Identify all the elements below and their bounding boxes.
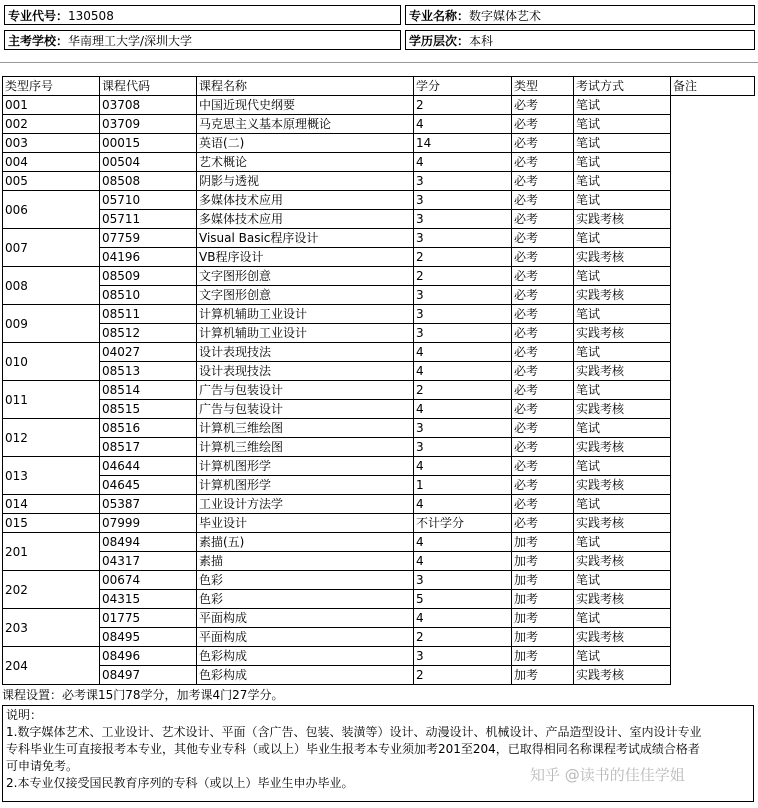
- course-code-cell: 08495: [100, 628, 197, 647]
- course-type-cell: 必考: [512, 438, 574, 457]
- watermark: 知乎 @读书的佳佳学姐: [530, 766, 685, 784]
- course-exam-cell: 实践考核: [574, 438, 671, 457]
- course-name-cell: 广告与包装设计: [197, 381, 414, 400]
- course-credit-cell: 不计学分: [414, 514, 512, 533]
- table-row: [3, 571, 755, 590]
- course-credit-cell: 2: [414, 628, 512, 647]
- course-credit-cell: 4: [414, 533, 512, 552]
- course-type-cell: 加考: [512, 609, 574, 628]
- column-header: 考试方式: [574, 77, 671, 96]
- course-exam-cell: 实践考核: [574, 590, 671, 609]
- course-exam-cell: 实践考核: [574, 210, 671, 229]
- course-code-cell: 08496: [100, 647, 197, 666]
- column-header: 课程代码: [100, 77, 197, 96]
- course-code-cell: 05387: [100, 495, 197, 514]
- course-name-cell: 文字图形创意: [197, 286, 414, 305]
- course-code-cell: 07759: [100, 229, 197, 248]
- course-credit-cell: 3: [414, 438, 512, 457]
- table-row: [3, 324, 755, 343]
- course-code-cell: 08509: [100, 267, 197, 286]
- table-row: [3, 115, 755, 134]
- course-exam-cell: 笔试: [574, 533, 671, 552]
- table-row: [3, 514, 755, 533]
- table-row: [3, 210, 755, 229]
- course-type-cell: 必考: [512, 191, 574, 210]
- course-credit-cell: 3: [414, 286, 512, 305]
- course-type-cell: 必考: [512, 343, 574, 362]
- course-name-cell: VB程序设计: [197, 248, 414, 267]
- course-exam-cell: 实践考核: [574, 552, 671, 571]
- course-exam-cell: 实践考核: [574, 362, 671, 381]
- group-number-cell: 006: [3, 191, 100, 229]
- column-header: 课程名称: [197, 77, 414, 96]
- course-name-cell: 素描(五): [197, 533, 414, 552]
- group-number-cell: 015: [3, 514, 100, 533]
- course-exam-cell: 笔试: [574, 495, 671, 514]
- note-line: 2.本专业仅接受国民教育序列的专科（或以上）毕业生申办毕业。: [6, 776, 354, 790]
- course-credit-cell: 3: [414, 647, 512, 666]
- course-credit-cell: 1: [414, 476, 512, 495]
- course-name-cell: 平面构成: [197, 609, 414, 628]
- course-code-cell: 00015: [100, 134, 197, 153]
- course-type-cell: 加考: [512, 533, 574, 552]
- column-header: 学分: [414, 77, 512, 96]
- table-row: [3, 305, 755, 324]
- course-exam-cell: 笔试: [574, 267, 671, 286]
- course-exam-cell: 实践考核: [574, 248, 671, 267]
- course-code-cell: 08514: [100, 381, 197, 400]
- course-credit-cell: 3: [414, 324, 512, 343]
- course-name-cell: 素描: [197, 552, 414, 571]
- group-number-cell: 001: [3, 96, 100, 115]
- course-name-cell: 多媒体技术应用: [197, 210, 414, 229]
- level-value: 本科: [469, 34, 494, 48]
- group-number-cell: 003: [3, 134, 100, 153]
- course-credit-cell: 2: [414, 248, 512, 267]
- course-type-cell: 必考: [512, 305, 574, 324]
- major-code-value: 130508: [68, 9, 114, 23]
- group-number-cell: 007: [3, 229, 100, 267]
- course-credit-cell: 14: [414, 134, 512, 153]
- course-code-cell: 04645: [100, 476, 197, 495]
- table-row: [3, 229, 755, 248]
- course-exam-cell: 笔试: [574, 419, 671, 438]
- group-number-cell: 203: [3, 609, 100, 647]
- table-row: [3, 248, 755, 267]
- course-type-cell: 必考: [512, 134, 574, 153]
- course-code-cell: 08512: [100, 324, 197, 343]
- course-name-cell: 计算机三维绘图: [197, 438, 414, 457]
- note-line: 专科毕业生可直接报考本专业，其他专业专科（或以上）毕业生报考本专业须加考201至204，已取得相同名称课程考试成绩合格者: [6, 742, 700, 756]
- course-credit-cell: 2: [414, 267, 512, 286]
- course-exam-cell: 笔试: [574, 191, 671, 210]
- school-label: 主考学校：: [8, 34, 69, 48]
- course-type-cell: 必考: [512, 229, 574, 248]
- course-exam-cell: 笔试: [574, 115, 671, 134]
- group-number-cell: 012: [3, 419, 100, 457]
- course-type-cell: 必考: [512, 457, 574, 476]
- course-exam-cell: 笔试: [574, 457, 671, 476]
- course-type-cell: 必考: [512, 476, 574, 495]
- course-name-cell: 毕业设计: [197, 514, 414, 533]
- course-type-cell: 加考: [512, 571, 574, 590]
- course-credit-cell: 4: [414, 552, 512, 571]
- group-number-cell: 010: [3, 343, 100, 381]
- group-number-cell: 005: [3, 172, 100, 191]
- course-credit-cell: 4: [414, 400, 512, 419]
- course-exam-cell: 实践考核: [574, 476, 671, 495]
- course-code-cell: 04315: [100, 590, 197, 609]
- notes-title: 说明：: [6, 708, 43, 722]
- major-code-label: 专业代号：: [8, 9, 69, 23]
- course-name-cell: 阴影与透视: [197, 172, 414, 191]
- table-row: [3, 286, 755, 305]
- table-row: [3, 343, 755, 362]
- course-type-cell: 加考: [512, 666, 574, 685]
- table-row: [3, 153, 755, 172]
- course-exam-cell: 笔试: [574, 647, 671, 666]
- course-type-cell: 必考: [512, 153, 574, 172]
- course-code-cell: 00674: [100, 571, 197, 590]
- table-row: [3, 362, 755, 381]
- course-type-cell: 必考: [512, 248, 574, 267]
- table-row: [3, 590, 755, 609]
- course-name-cell: 色彩: [197, 571, 414, 590]
- course-exam-cell: 笔试: [574, 381, 671, 400]
- course-type-cell: 加考: [512, 590, 574, 609]
- course-type-cell: 必考: [512, 96, 574, 115]
- level-box: [405, 30, 755, 50]
- course-credit-cell: 4: [414, 115, 512, 134]
- table-row: [3, 457, 755, 476]
- course-credit-cell: 3: [414, 305, 512, 324]
- group-number-cell: 202: [3, 571, 100, 609]
- course-credit-cell: 5: [414, 590, 512, 609]
- course-type-cell: 必考: [512, 362, 574, 381]
- course-name-cell: 英语(二): [197, 134, 414, 153]
- table-row: [3, 495, 755, 514]
- course-exam-cell: 笔试: [574, 96, 671, 115]
- course-credit-cell: 2: [414, 666, 512, 685]
- level-label: 学历层次：: [409, 34, 470, 48]
- course-code-cell: 08517: [100, 438, 197, 457]
- course-name-cell: 马克思主义基本原理概论: [197, 115, 414, 134]
- course-credit-cell: 4: [414, 153, 512, 172]
- table-row: [3, 628, 755, 647]
- course-code-cell: 05710: [100, 191, 197, 210]
- course-code-cell: 03709: [100, 115, 197, 134]
- table-row: [3, 400, 755, 419]
- course-code-cell: 08494: [100, 533, 197, 552]
- course-type-cell: 必考: [512, 210, 574, 229]
- course-name-cell: 工业设计方法学: [197, 495, 414, 514]
- course-credit-cell: 4: [414, 609, 512, 628]
- column-header: 备注: [671, 77, 755, 96]
- course-code-cell: 00504: [100, 153, 197, 172]
- course-credit-cell: 2: [414, 96, 512, 115]
- course-type-cell: 必考: [512, 115, 574, 134]
- course-credit-cell: 4: [414, 495, 512, 514]
- course-table: [2, 76, 755, 685]
- course-exam-cell: 笔试: [574, 172, 671, 191]
- course-code-cell: 07999: [100, 514, 197, 533]
- course-exam-cell: 笔试: [574, 229, 671, 248]
- course-credit-cell: 3: [414, 210, 512, 229]
- course-name-cell: 计算机辅助工业设计: [197, 324, 414, 343]
- course-name-cell: 设计表现技法: [197, 343, 414, 362]
- major-code-box: [4, 5, 401, 25]
- course-name-cell: 设计表现技法: [197, 362, 414, 381]
- major-name-label: 专业名称：: [409, 9, 470, 23]
- note-line: 1.数字媒体艺术、工业设计、艺术设计、平面（含广告、包装、装潢等）设计、动漫设计、机械设计、产品造型设计、室内设计专业: [6, 725, 702, 739]
- course-exam-cell: 实践考核: [574, 324, 671, 343]
- group-number-cell: 004: [3, 153, 100, 172]
- course-credit-cell: 4: [414, 362, 512, 381]
- course-type-cell: 必考: [512, 172, 574, 191]
- course-name-cell: 计算机图形学: [197, 457, 414, 476]
- course-name-cell: 广告与包装设计: [197, 400, 414, 419]
- course-code-cell: 04317: [100, 552, 197, 571]
- course-exam-cell: 笔试: [574, 305, 671, 324]
- course-type-cell: 必考: [512, 381, 574, 400]
- course-exam-cell: 实践考核: [574, 666, 671, 685]
- table-row: [3, 134, 755, 153]
- major-name-box: [405, 5, 755, 25]
- course-type-cell: 必考: [512, 267, 574, 286]
- course-credit-cell: 3: [414, 229, 512, 248]
- course-name-cell: 色彩构成: [197, 647, 414, 666]
- table-row: [3, 381, 755, 400]
- course-table-body: [3, 77, 755, 685]
- course-type-cell: 必考: [512, 286, 574, 305]
- course-exam-cell: 实践考核: [574, 400, 671, 419]
- course-code-cell: 04196: [100, 248, 197, 267]
- course-type-cell: 加考: [512, 647, 574, 666]
- table-row: [3, 476, 755, 495]
- course-summary: 课程设置：必考课15门78学分，加考课4门27学分。: [2, 688, 284, 702]
- course-exam-cell: 笔试: [574, 609, 671, 628]
- course-type-cell: 必考: [512, 514, 574, 533]
- course-exam-cell: 笔试: [574, 134, 671, 153]
- course-name-cell: 艺术概论: [197, 153, 414, 172]
- course-name-cell: 文字图形创意: [197, 267, 414, 286]
- course-exam-cell: 实践考核: [574, 286, 671, 305]
- course-name-cell: Visual Basic程序设计: [197, 229, 414, 248]
- table-row: [3, 191, 755, 210]
- course-type-cell: 必考: [512, 419, 574, 438]
- group-number-cell: 008: [3, 267, 100, 305]
- group-number-cell: 009: [3, 305, 100, 343]
- group-number-cell: 201: [3, 533, 100, 571]
- course-type-cell: 必考: [512, 324, 574, 343]
- table-row: [3, 172, 755, 191]
- course-type-cell: 加考: [512, 628, 574, 647]
- course-credit-cell: 2: [414, 381, 512, 400]
- group-number-cell: 013: [3, 457, 100, 495]
- table-row: [3, 438, 755, 457]
- remarks-cell: [671, 96, 755, 685]
- notes-box: [2, 705, 754, 802]
- course-credit-cell: 3: [414, 172, 512, 191]
- course-credit-cell: 3: [414, 191, 512, 210]
- course-code-cell: 03708: [100, 96, 197, 115]
- table-row: [3, 552, 755, 571]
- course-credit-cell: 3: [414, 571, 512, 590]
- course-type-cell: 必考: [512, 400, 574, 419]
- course-exam-cell: 笔试: [574, 153, 671, 172]
- course-type-cell: 必考: [512, 495, 574, 514]
- group-number-cell: 014: [3, 495, 100, 514]
- course-name-cell: 计算机三维绘图: [197, 419, 414, 438]
- course-code-cell: 04027: [100, 343, 197, 362]
- table-row: [3, 267, 755, 286]
- note-line: 可申请免考。: [6, 759, 79, 773]
- course-exam-cell: 实践考核: [574, 628, 671, 647]
- course-code-cell: 01775: [100, 609, 197, 628]
- table-row: [3, 533, 755, 552]
- group-number-cell: 204: [3, 647, 100, 685]
- course-name-cell: 多媒体技术应用: [197, 191, 414, 210]
- course-credit-cell: 4: [414, 457, 512, 476]
- course-name-cell: 中国近现代史纲要: [197, 96, 414, 115]
- table-row: [3, 666, 755, 685]
- table-header-row: [3, 77, 755, 96]
- course-exam-cell: 笔试: [574, 571, 671, 590]
- section-divider: [0, 62, 758, 63]
- course-code-cell: 08497: [100, 666, 197, 685]
- course-code-cell: 08513: [100, 362, 197, 381]
- school-box: [4, 30, 401, 50]
- course-code-cell: 08515: [100, 400, 197, 419]
- table-row: [3, 96, 755, 115]
- group-number-cell: 002: [3, 115, 100, 134]
- course-name-cell: 计算机辅助工业设计: [197, 305, 414, 324]
- course-code-cell: 08511: [100, 305, 197, 324]
- school-value: 华南理工大学/深圳大学: [68, 34, 193, 48]
- course-name-cell: 色彩构成: [197, 666, 414, 685]
- course-credit-cell: 4: [414, 343, 512, 362]
- table-row: [3, 419, 755, 438]
- course-code-cell: 08508: [100, 172, 197, 191]
- course-name-cell: 平面构成: [197, 628, 414, 647]
- major-name-value: 数字媒体艺术: [469, 9, 542, 23]
- course-code-cell: 04644: [100, 457, 197, 476]
- course-exam-cell: 实践考核: [574, 514, 671, 533]
- course-code-cell: 05711: [100, 210, 197, 229]
- column-header: 类型序号: [3, 77, 100, 96]
- course-credit-cell: 3: [414, 419, 512, 438]
- table-row: [3, 647, 755, 666]
- course-exam-cell: 笔试: [574, 343, 671, 362]
- group-number-cell: 011: [3, 381, 100, 419]
- course-code-cell: 08516: [100, 419, 197, 438]
- course-code-cell: 08510: [100, 286, 197, 305]
- course-type-cell: 加考: [512, 552, 574, 571]
- table-row: [3, 609, 755, 628]
- column-header: 类型: [512, 77, 574, 96]
- course-name-cell: 计算机图形学: [197, 476, 414, 495]
- course-name-cell: 色彩: [197, 590, 414, 609]
